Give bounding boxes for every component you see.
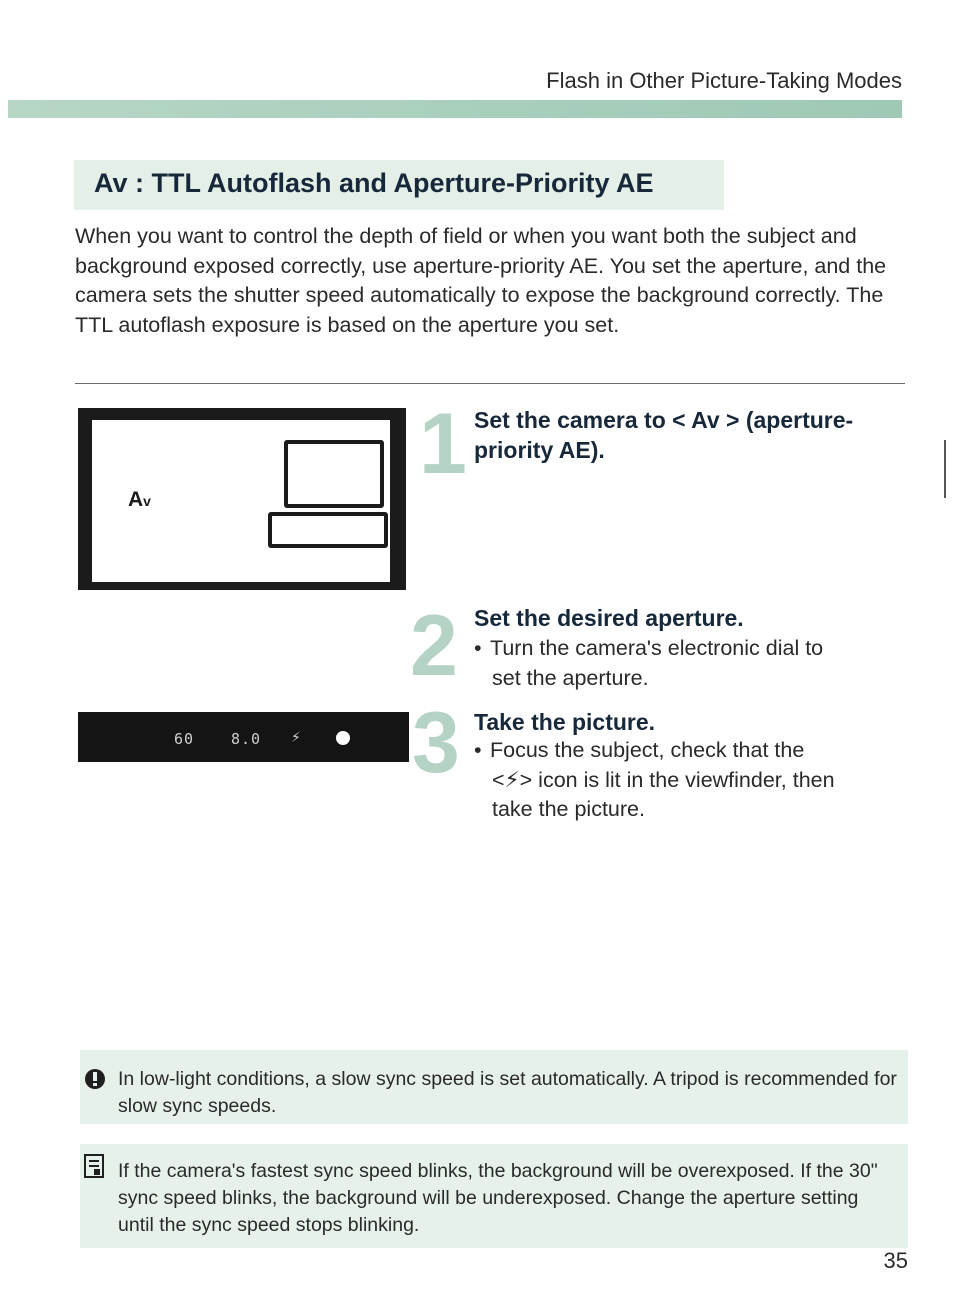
- lcd-mode-main: A: [128, 488, 144, 511]
- step-3-line: take the picture.: [492, 797, 645, 822]
- margin-mark: [944, 440, 946, 498]
- vf-flash-icon: ⚡: [291, 730, 302, 746]
- step-1-title: Set the camera to < Av > (aperture-priority AE).: [474, 407, 854, 463]
- step-3-line: <⚡> icon is lit in the viewfinder, then: [492, 767, 835, 792]
- lcd-shutter-box: [284, 440, 384, 508]
- page-number: 35: [883, 1248, 908, 1273]
- step-3-instructions: [474, 736, 904, 825]
- step-2-instructions: [474, 634, 904, 693]
- caution-note-text: In low-light conditions, a slow sync speed is set automatically. A tripod is recommended for slow sync speeds.: [118, 1068, 897, 1117]
- memo-icon: [84, 1154, 104, 1178]
- vf-shutter-speed: 60: [174, 730, 195, 748]
- step-2-title: Set the desired aperture.: [474, 605, 744, 631]
- lcd-mode-label: [128, 488, 151, 512]
- section-title: Av : TTL Autoflash and Aperture-Priority AE: [94, 168, 654, 198]
- step-2-line: set the aperture.: [492, 665, 649, 690]
- step-3-line: • Focus the subject, check that the: [474, 736, 904, 766]
- lcd-panel-figure: [78, 408, 406, 590]
- lcd-aperture-box: [268, 512, 388, 548]
- divider-rule: [75, 383, 905, 384]
- lcd-screen: [92, 420, 390, 582]
- step-number-3: 3: [412, 695, 460, 791]
- caution-note: [80, 1050, 908, 1124]
- step-number-2: 2: [410, 598, 458, 694]
- info-note-text: If the camera's fastest sync speed blinks, the background will be overexposed. If the 30" sync speed blinks, the background will be underexposed. Change the aperture setting until the sync speed stops blinking.: [118, 1160, 878, 1236]
- step-number-1: 1: [419, 396, 467, 492]
- info-note: [80, 1144, 908, 1248]
- running-header: Flash in Other Picture-Taking Modes: [546, 68, 902, 93]
- bullet-icon: •: [474, 636, 482, 660]
- caution-icon: [84, 1068, 106, 1090]
- viewfinder-display: [78, 712, 409, 762]
- step-2-line: • Turn the camera's electronic dial to: [474, 634, 904, 664]
- lcd-mode-sub: v: [143, 493, 151, 509]
- vf-aperture-value: 8.0: [231, 730, 262, 748]
- vf-focus-confirm-icon: [336, 731, 350, 745]
- intro-paragraph: When you want to control the depth of field or when you want both the subject and background exposed correctly, use aperture-priority AE. You set the aperture, and the camera sets the shutter speed automatically to expose the background correctly. The TTL autoflash exposure is based on the aperture you set.: [75, 224, 887, 337]
- step-3-title: Take the picture.: [474, 709, 656, 735]
- header-band: [8, 100, 902, 118]
- bullet-icon: •: [474, 738, 482, 762]
